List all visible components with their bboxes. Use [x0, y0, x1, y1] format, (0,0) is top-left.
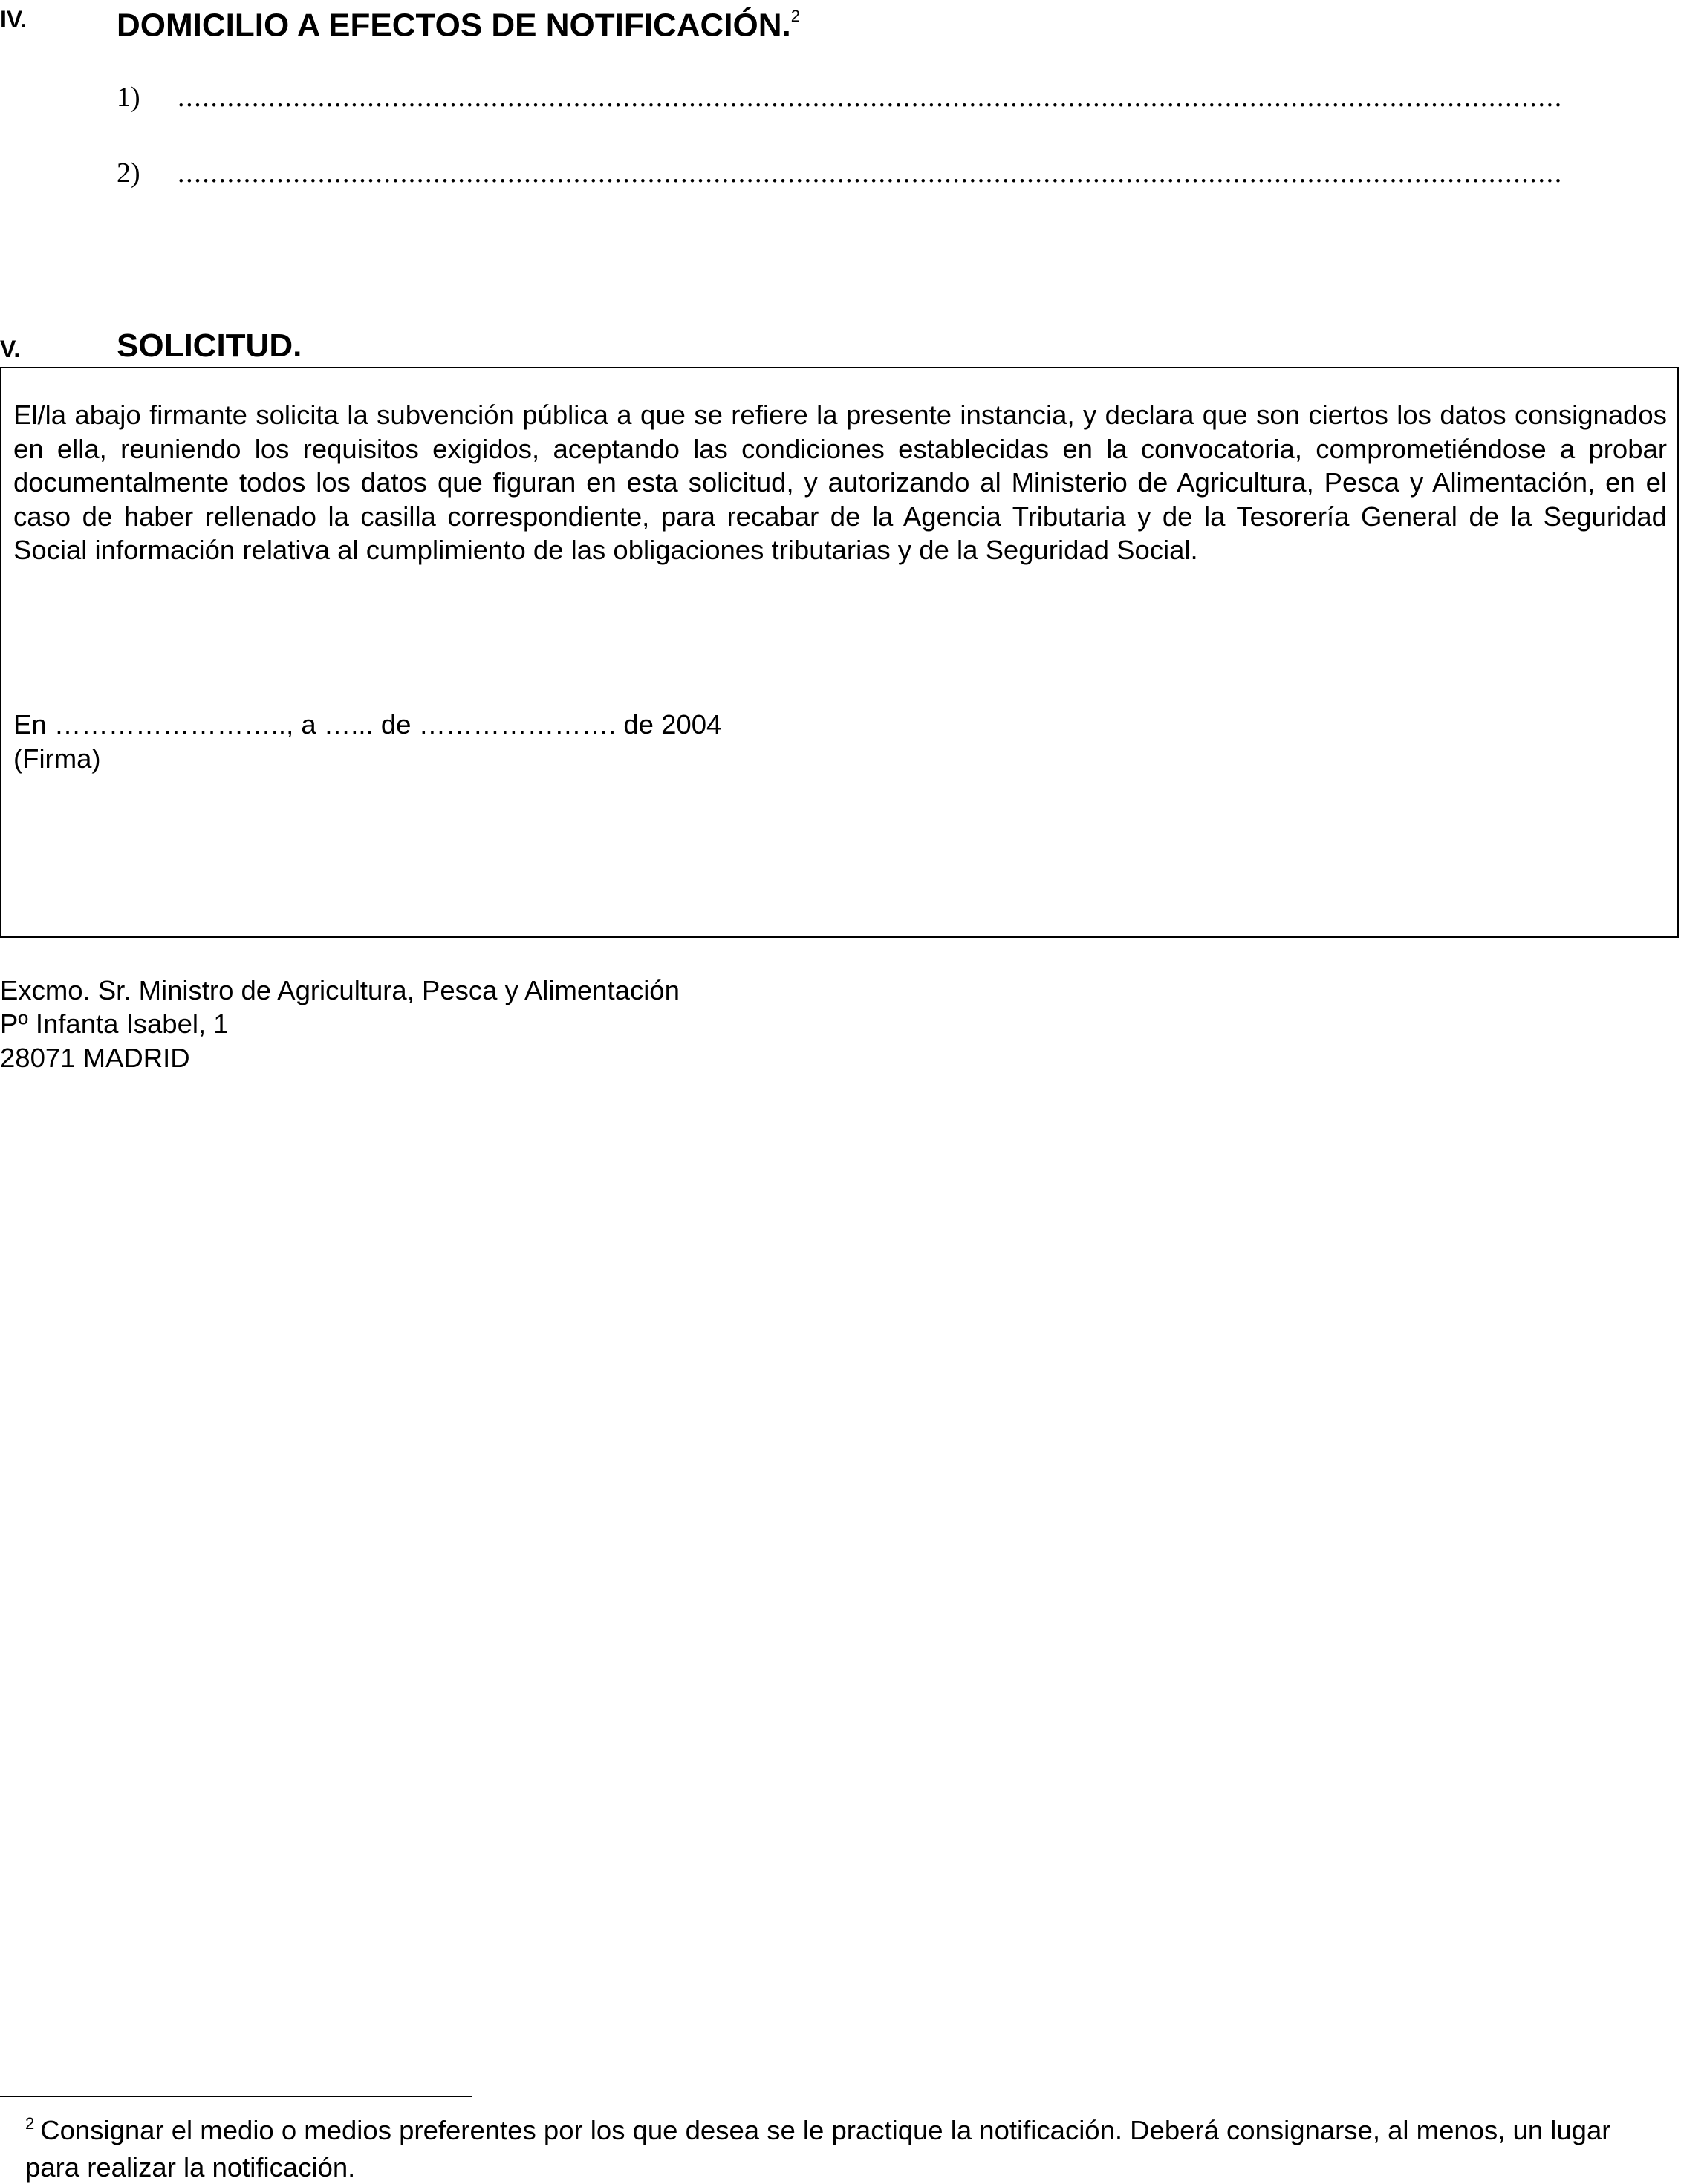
address-line-2[interactable] — [117, 156, 1677, 190]
footnote-divider — [0, 2096, 472, 2097]
footnote — [25, 2113, 1659, 2184]
address-line-2-number: 2) — [117, 157, 140, 189]
address-line-1[interactable] — [117, 80, 1677, 114]
address-line-2-field[interactable]: ........................................................................................................................................................................ — [178, 157, 1563, 189]
section-v-number: V. — [0, 336, 21, 362]
address-line-1-field[interactable]: ........................................................................................................................................................................ — [178, 82, 1563, 113]
footnote-text: Consignar el medio o medios preferentes por los que desea se le practique la notificación. Deberá consignarse, al menos, un lugar para realizar la notificación. — [25, 2115, 1611, 2183]
footnote-mark: 2 — [25, 2114, 35, 2133]
declaration-text: El/la abajo firmante solicita la subvención pública a que se refiere la presente instancia, y declara que son ciertos los datos consignados en ella, reuniendo los requisitos exigidos, aceptando las condiciones establecidas en la convocatoria, comprometiéndose a probar documentalmente todos los datos que figuran en esta solicitud, y autorizando al Ministerio de Agricultura, Pesca y Alimentación, en el caso de haber rellenado la casilla correspondiente, para recabar de la Agencia Tributaria y de la Tesorería General de la Seguridad Social información relativa al cumplimiento de las obligaciones tributarias y de la Seguridad Social. — [13, 400, 1667, 565]
address-line-1-number: 1) — [117, 82, 140, 113]
recipient-line-1: Excmo. Sr. Ministro de Agricultura, Pesca y Alimentación — [0, 975, 680, 1005]
place-date-line[interactable]: En …………………….., a …... de …………………. de 2004 — [13, 709, 722, 740]
section-iv-title-text: DOMICILIO A EFECTOS DE NOTIFICACIÓN. — [117, 7, 791, 44]
recipient-line-3: 28071 MADRID — [0, 1043, 190, 1073]
recipient-line-2: Pº Infanta Isabel, 1 — [0, 1008, 229, 1039]
section-iv-number: IV. — [0, 6, 27, 33]
section-iv-title — [117, 0, 800, 45]
section-v-title: SOLICITUD. — [117, 327, 302, 364]
signature-label: (Firma) — [13, 743, 101, 774]
footnote-reference: 2 — [790, 7, 800, 25]
